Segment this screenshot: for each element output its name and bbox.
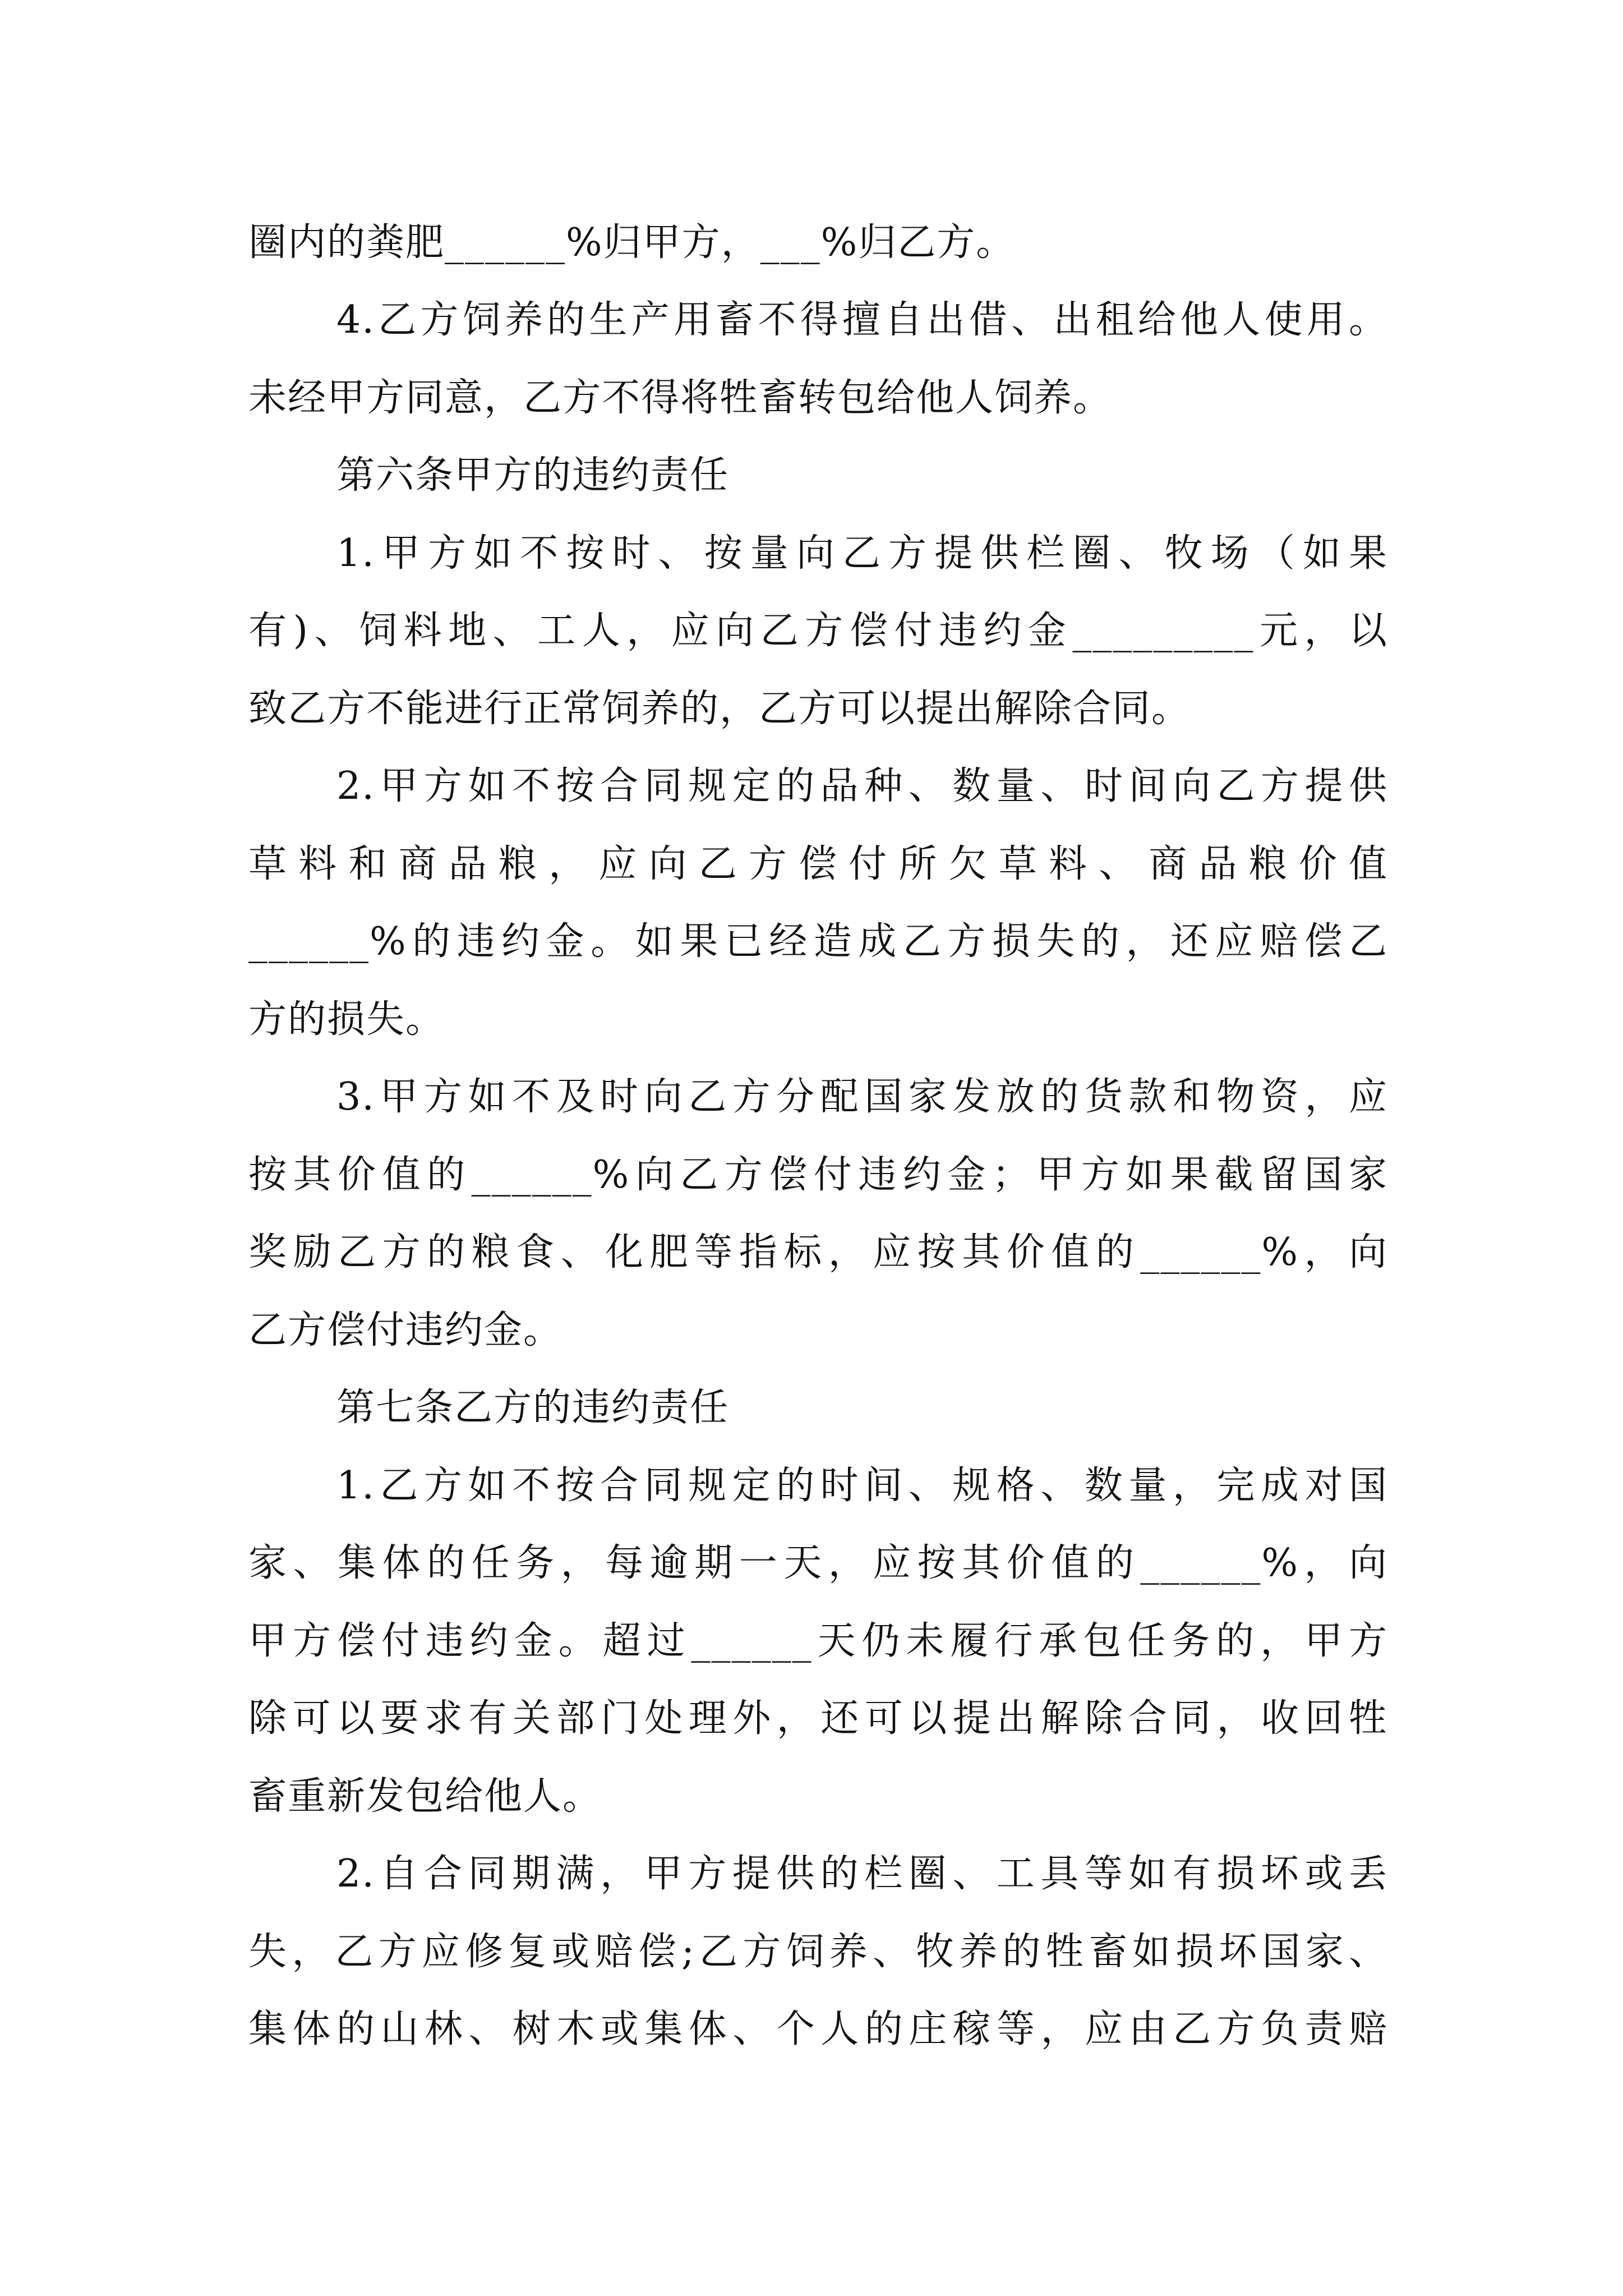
section-heading: 第七条乙方的违约责任: [336, 1386, 730, 1430]
text-line: 2.甲方如不按合同规定的品种、数量、时间向乙方提供: [336, 764, 1388, 808]
text-line: 除可以要求有关部门处理外，还可以提出解除合同，收回牲: [248, 1696, 1388, 1741]
text-line: 1.甲方如不按时、按量向乙方提供栏圈、牧场（如果: [336, 531, 1388, 576]
text-line: 乙方偿付违约金。: [248, 1308, 563, 1352]
text-line: 致乙方不能进行正常饲养的，乙方可以提出解除合同。: [248, 687, 1191, 731]
text-line: 4.乙方饲养的生产用畜不得擅自出借、出租给他人使用。: [336, 298, 1388, 342]
text-line: 未经甲方同意，乙方不得将牲畜转包给他人饲养。: [248, 376, 1113, 420]
text-line: 圈内的粪肥______%归甲方，___%归乙方。: [248, 220, 1016, 265]
text-line: 方的损失。: [248, 997, 445, 1042]
text-line: 按其价值的______%向乙方偿付违约金；甲方如果截留国家: [248, 1153, 1388, 1197]
text-line: 家、集体的任务，每逾期一天，应按其价值的______%，向: [248, 1541, 1388, 1585]
text-line: 畜重新发包给他人。: [248, 1774, 602, 1819]
text-line: ______%的违约金。如果已经造成乙方损失的，还应赔偿乙: [248, 919, 1388, 964]
section-heading: 第六条甲方的违约责任: [336, 453, 730, 498]
text-line: 失，乙方应修复或赔偿;乙方饲养、牧养的牲畜如损坏国家、: [248, 1930, 1388, 1974]
text-line: 奖励乙方的粮食、化肥等指标，应按其价值的______%，向: [248, 1230, 1388, 1274]
text-line: 有)、饲料地、工人，应向乙方偿付违约金_________元，以: [248, 609, 1388, 653]
text-line: 草料和商品粮，应向乙方偿付所欠草料、商品粮价值: [248, 842, 1388, 886]
text-line: 集体的山林、树木或集体、个人的庄稼等，应由乙方负责赔: [248, 2007, 1388, 2051]
text-line: 2.自合同期满，甲方提供的栏圈、工具等如有损坏或丢: [336, 1852, 1388, 1896]
text-line: 甲方偿付违约金。超过______天仍未履行承包任务的，甲方: [248, 1619, 1388, 1663]
text-line: 3.甲方如不及时向乙方分配国家发放的货款和物资，应: [336, 1075, 1388, 1119]
text-line: 1.乙方如不按合同规定的时间、规格、数量，完成对国: [336, 1464, 1388, 1508]
